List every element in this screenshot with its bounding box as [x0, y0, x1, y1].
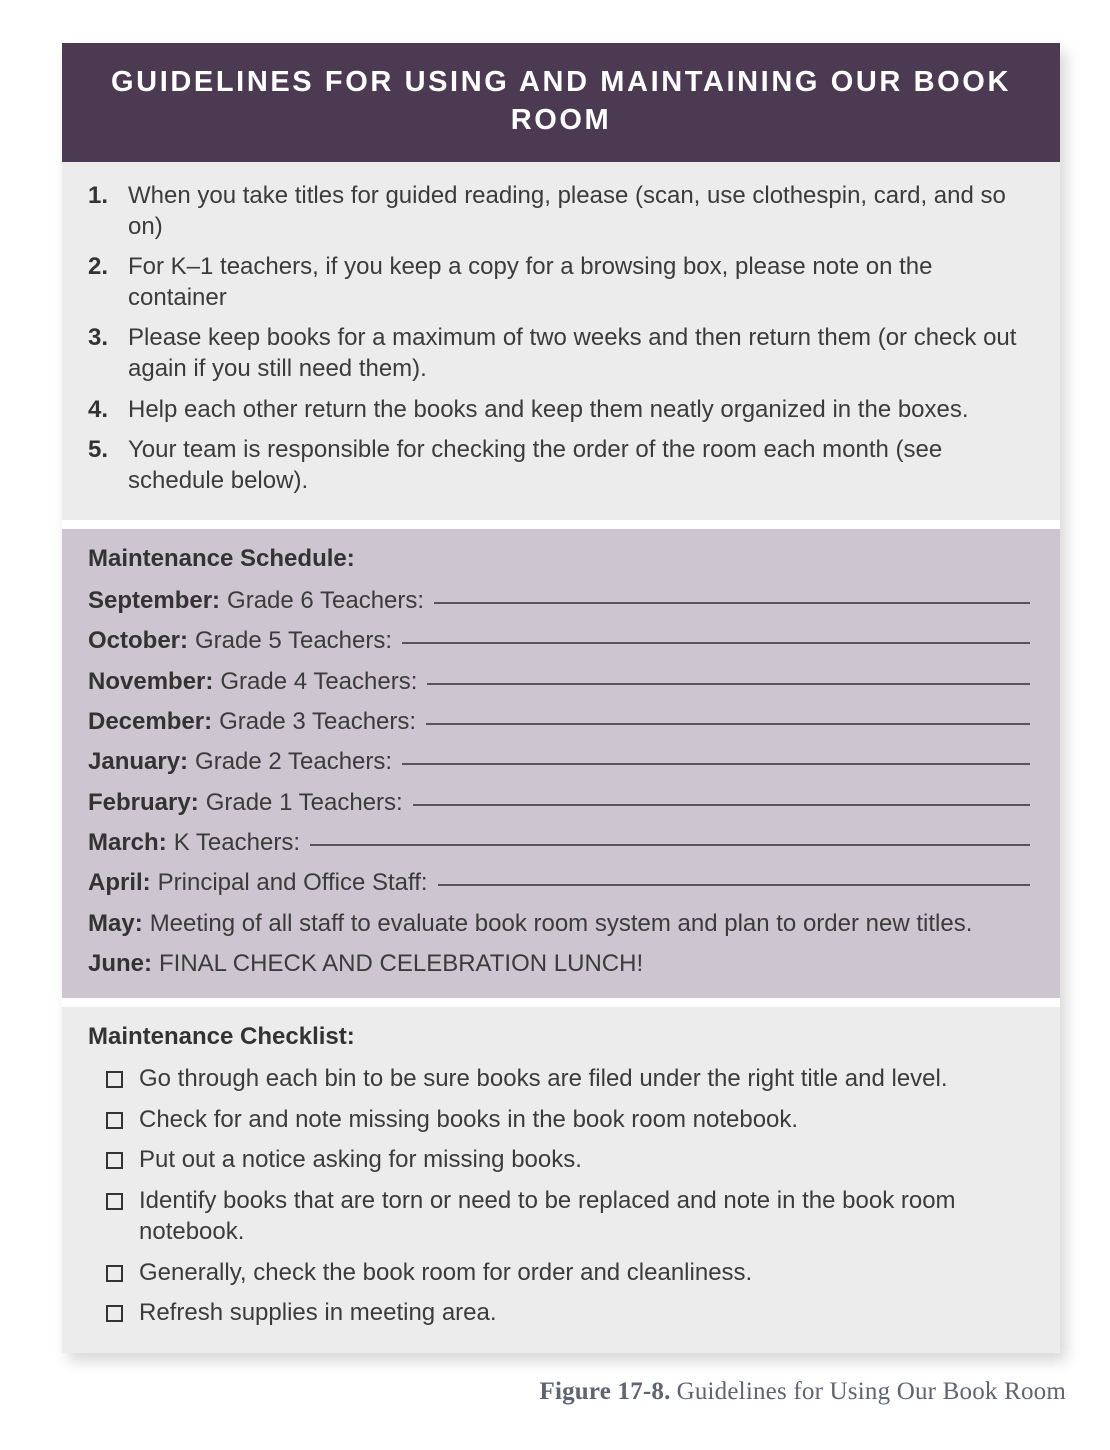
guideline-item-text: For K–1 teachers, if you keep a copy for a browsing box, please note on the container	[128, 252, 933, 312]
schedule-role-label: Grade 5 Teachers:	[195, 627, 393, 655]
schedule-role-label: FINAL CHECK AND CELEBRATION LUNCH!	[159, 949, 644, 977]
checklist-item-text: Check for and note missing books in the book room notebook.	[139, 1105, 799, 1133]
guideline-item	[88, 394, 1030, 425]
guideline-item-number: 4.	[88, 395, 109, 423]
checklist-item-text: Refresh supplies in meeting area.	[139, 1299, 497, 1327]
maintenance-checklist-section	[62, 1007, 1060, 1353]
schedule-write-in-line[interactable]	[402, 642, 1030, 644]
schedule-role-label: Grade 1 Teachers:	[205, 788, 403, 816]
schedule-role-label: K Teachers:	[173, 828, 300, 856]
schedule-month-label: March:	[88, 828, 167, 856]
guideline-item-number: 5.	[88, 435, 109, 463]
schedule-month-label: February:	[88, 788, 199, 816]
schedule-row	[88, 668, 1032, 696]
checkbox-icon[interactable]	[106, 1112, 123, 1129]
maintenance-schedule-section	[62, 529, 1060, 998]
checklist-item[interactable]	[88, 1064, 1032, 1095]
guideline-item-text: When you take titles for guided reading, please (scan, use clothespin, card, and so on)	[128, 181, 1006, 240]
guideline-item-text: Help each other return the books and keep them neatly organized in the boxes.	[128, 395, 969, 423]
schedule-role-label: Principal and Office Staff:	[157, 869, 428, 897]
checklist-item-text: Identify books that are torn or need to be replaced and note in the book room notebook.	[139, 1187, 956, 1245]
guideline-item-number: 3.	[88, 324, 109, 352]
figure-header-band	[62, 43, 1060, 162]
schedule-write-in-line[interactable]	[310, 844, 1030, 846]
schedule-row	[88, 748, 1032, 776]
page-title: GUIDELINES FOR USING AND MAINTAINING OUR BOOK ROOM	[111, 66, 1011, 137]
checklist-item-text: Generally, check the book room for order and cleanliness.	[139, 1258, 753, 1286]
schedule-month-label: November:	[88, 667, 214, 695]
checklist-item-text: Put out a notice asking for missing books.	[139, 1146, 582, 1174]
schedule-write-in-line[interactable]	[438, 884, 1030, 886]
schedule-month-label: May:	[88, 909, 143, 937]
schedule-row	[88, 627, 1032, 655]
schedule-month-label: January:	[88, 748, 189, 776]
schedule-row	[88, 950, 1032, 978]
schedule-role-label: Grade 2 Teachers:	[195, 748, 393, 776]
schedule-row	[88, 789, 1032, 817]
guideline-item-text: Please keep books for a maximum of two weeks and then return them (or check out again if you still need them).	[128, 324, 1017, 383]
guideline-item	[88, 322, 1030, 384]
maintenance-schedule-heading: Maintenance Schedule:	[88, 545, 355, 573]
checklist-item[interactable]	[88, 1258, 1032, 1289]
schedule-month-label: December:	[88, 707, 213, 735]
guideline-item-text: Your team is responsible for checking the order of the room each month (see schedule below).	[128, 435, 943, 495]
schedule-write-in-line[interactable]	[402, 763, 1030, 765]
schedule-month-label: April:	[88, 869, 151, 897]
figure-box	[62, 43, 1060, 1353]
checkbox-icon[interactable]	[106, 1265, 123, 1282]
checklist-item[interactable]	[88, 1186, 1032, 1247]
schedule-row	[88, 708, 1032, 736]
guideline-item	[88, 180, 1030, 242]
schedule-write-in-line[interactable]	[434, 602, 1030, 604]
checklist-item-text: Go through each bin to be sure books are filed under the right title and level.	[139, 1064, 948, 1092]
checklist-item[interactable]	[88, 1105, 1032, 1136]
checkbox-icon[interactable]	[106, 1305, 123, 1322]
schedule-role-label: Grade 4 Teachers:	[220, 667, 418, 695]
figure-caption-text: Guidelines for Using Our Book Room	[676, 1378, 1066, 1405]
checkbox-icon[interactable]	[106, 1152, 123, 1169]
checkbox-icon[interactable]	[106, 1193, 123, 1210]
schedule-month-label: September:	[88, 587, 221, 615]
schedule-month-label: October:	[88, 627, 189, 655]
figure-caption-label: Figure 17-8.	[539, 1378, 671, 1405]
schedule-row	[88, 910, 1032, 938]
schedule-role-label: Grade 6 Teachers:	[227, 587, 425, 615]
schedule-write-in-line[interactable]	[426, 723, 1030, 725]
guideline-item	[88, 434, 1030, 496]
section-divider-1	[62, 520, 1060, 529]
schedule-row	[88, 587, 1032, 615]
schedule-row	[88, 829, 1032, 857]
guideline-item	[88, 251, 1030, 313]
schedule-write-in-line[interactable]	[413, 804, 1030, 806]
guideline-item-number: 2.	[88, 252, 109, 280]
checklist-item[interactable]	[88, 1145, 1032, 1176]
schedule-role-label: Meeting of all staff to evaluate book room system and plan to order new titles.	[149, 909, 973, 937]
maintenance-checklist-heading: Maintenance Checklist:	[88, 1023, 355, 1051]
figure-caption	[62, 1378, 1066, 1406]
maintenance-schedule-list	[88, 587, 1032, 978]
checklist-item[interactable]	[88, 1298, 1032, 1329]
section-divider-2	[62, 998, 1060, 1007]
guideline-item-number: 1.	[88, 181, 109, 209]
schedule-write-in-line[interactable]	[427, 683, 1030, 685]
schedule-month-label: June:	[88, 949, 153, 977]
guidelines-list	[88, 180, 1030, 497]
schedule-role-label: Grade 3 Teachers:	[219, 707, 417, 735]
schedule-row	[88, 869, 1032, 897]
checkbox-icon[interactable]	[106, 1071, 123, 1088]
guidelines-section	[62, 162, 1060, 521]
maintenance-checklist-list	[88, 1064, 1032, 1329]
